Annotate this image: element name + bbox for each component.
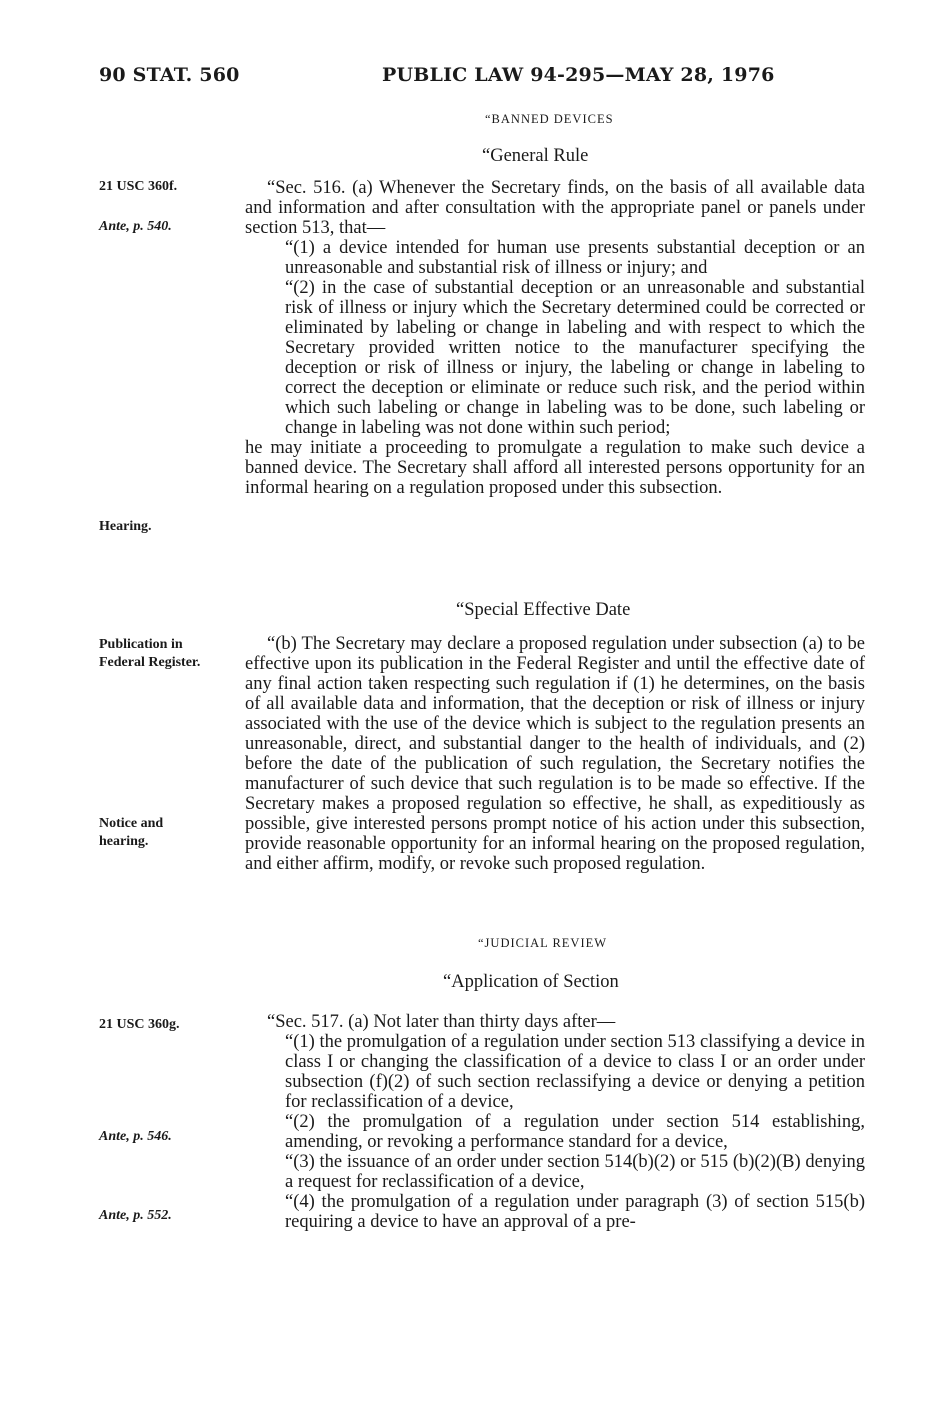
page-title: PUBLIC LAW 94-295—MAY 28, 1976 bbox=[382, 64, 775, 86]
sec516-a2: “(2) in the case of substantial deception or an unreasonable and substantial risk of illness or injury which the Secretary determined could be corrected or eliminated by labeling or change in labeling and with respect to which the Secretary provided written notice to the manufacturer specifying the deception or risk of illness or injury, the labeling or change in labeling to correct the deception or eliminate or reduce such risk, and the period within which such labeling or change in labeling was to be done, such labeling or change in labeling was not done within such period; bbox=[285, 278, 865, 438]
sec517-a3: “(3) the issuance of an order under section 514(b)(2) or 515 (b)(2)(B) denying a request for reclassification of a device, bbox=[285, 1152, 865, 1192]
margin-note-ante-552: Ante, p. 552. bbox=[99, 1208, 172, 1223]
heading-general-rule: “General Rule bbox=[482, 146, 589, 166]
heading-banned-devices: “BANNED DEVICES bbox=[485, 112, 614, 126]
page-stat-number: 90 STAT. 560 bbox=[99, 64, 240, 86]
margin-note-ante-540: Ante, p. 540. bbox=[99, 219, 172, 234]
margin-note-notice-2: hearing. bbox=[99, 834, 149, 849]
margin-note-21usc360g: 21 USC 360g. bbox=[99, 1017, 180, 1032]
sec516-b: “(b) The Secretary may declare a proposed regulation under subsection (a) to be effective upon its publication in the Federal Register and until the effective date of any final action taken respecting such regulation if (1) he determines, on the basis of all available data and information, that the deception or risk of illness or injury associated with the use of the device which is subject to the regulation presents an unreasonable, direct, and substantial danger to the health of individuals, and (2) before the date of the publication of such regulation, the Secretary notifies the manufacturer of such device that such regulation is to be made so effective. If the Secretary makes a proposed regulation so effective, he shall, as expeditiously as possible, give interested persons prompt notice of his action under this subsection, provide reasonable opportunity for an informal hearing on the proposed regulation, and either affirm, modify, or revoke such proposed regulation. bbox=[245, 634, 865, 874]
sec517-a2: “(2) the promulgation of a regulation under section 514 establishing, amending, or revoking a performance standard for a device, bbox=[285, 1112, 865, 1152]
sec516-a-tail: he may initiate a proceeding to promulgate a regulation to make such device a banned device. The Secretary shall afford all interested persons opportunity for an informal hearing on a regulation proposed under this subsection. bbox=[245, 438, 865, 498]
margin-note-ante-546: Ante, p. 546. bbox=[99, 1129, 172, 1144]
sec517-a1: “(1) the promulgation of a regulation under section 513 classifying a device in class I or changing the classification of a device to class I or an order under subsection (f)(2) of such section reclassifying a device or denying a petition for reclassification of a device, bbox=[285, 1032, 865, 1112]
margin-note-21usc360f: 21 USC 360f. bbox=[99, 179, 178, 194]
sec516-a-intro: “Sec. 516. (a) Whenever the Secretary finds, on the basis of all available data and information and after consultation with the appropriate panel or panels under section 513, that— bbox=[245, 178, 865, 238]
heading-application-of-section: “Application of Section bbox=[443, 972, 619, 992]
margin-note-hearing: Hearing. bbox=[99, 519, 152, 534]
heading-judicial-review: “JUDICIAL REVIEW bbox=[478, 936, 608, 950]
margin-note-publication-2: Federal Register. bbox=[99, 655, 201, 670]
margin-note-publication-1: Publication in bbox=[99, 637, 183, 652]
margin-note-notice-1: Notice and bbox=[99, 816, 164, 831]
sec516-a1: “(1) a device intended for human use presents substantial deception or an unreasonable and substantial risk of illness or injury; and bbox=[285, 238, 865, 278]
sec517-a-intro: “Sec. 517. (a) Not later than thirty days after— bbox=[267, 1012, 616, 1032]
sec517-a4: “(4) the promulgation of a regulation under paragraph (3) of section 515(b) requiring a device to have an approval of a pre- bbox=[285, 1192, 865, 1232]
heading-special-effective-date: “Special Effective Date bbox=[456, 600, 631, 620]
